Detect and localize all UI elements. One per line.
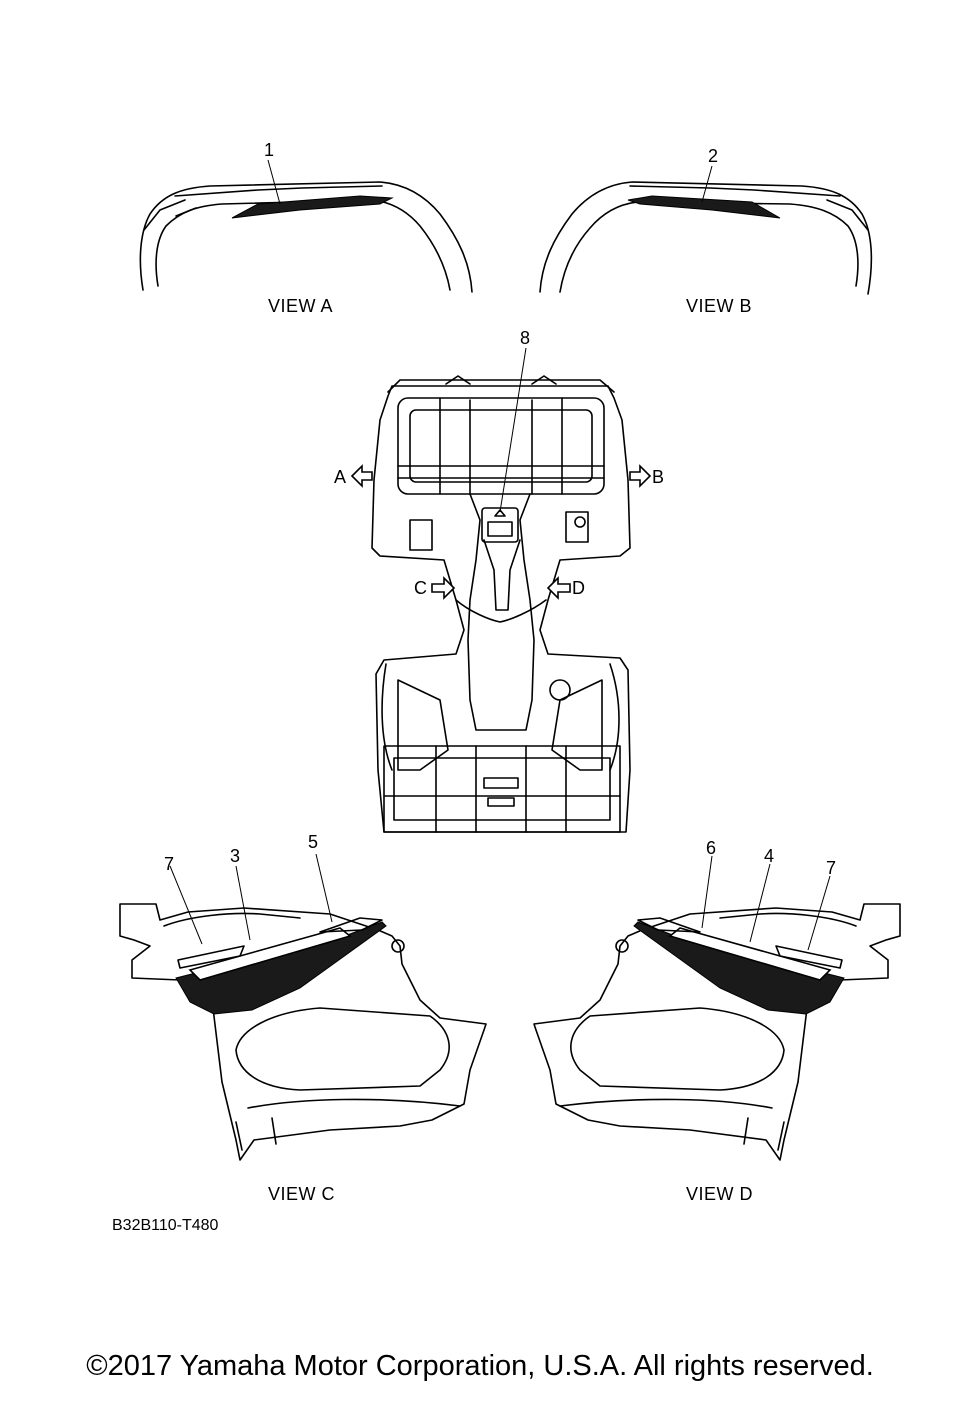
drawing-code: B32B110-T480	[112, 1217, 219, 1234]
callout-6: 6	[706, 838, 717, 858]
atv-top-view	[352, 348, 650, 832]
arrow-b-icon	[630, 466, 650, 486]
view-label-a: VIEW A	[268, 296, 334, 316]
callout-7-right: 7	[826, 858, 837, 878]
callout-2: 2	[708, 146, 719, 166]
side-panel-view-c	[120, 854, 486, 1160]
callout-4: 4	[764, 846, 775, 866]
arrow-a-icon	[352, 466, 372, 486]
view-label-c: VIEW C	[268, 1184, 336, 1204]
fender-view-a	[140, 160, 472, 292]
callout-7-left: 7	[164, 854, 175, 874]
copyright-notice: ©2017 Yamaha Motor Corporation, U.S.A. All rights reserved.	[86, 1350, 874, 1382]
arrow-d-icon	[548, 578, 570, 598]
arrow-label-b: B	[652, 467, 665, 487]
fender-view-b	[540, 166, 871, 294]
callout-5: 5	[308, 832, 319, 852]
side-panel-view-d	[534, 856, 900, 1160]
view-label-b: VIEW B	[686, 296, 753, 316]
arrow-label-a: A	[334, 467, 347, 487]
view-label-d: VIEW D	[686, 1184, 754, 1204]
arrow-label-d: D	[572, 578, 585, 598]
callout-8: 8	[520, 328, 531, 348]
callout-3: 3	[230, 846, 241, 866]
arrow-label-c: C	[414, 578, 427, 598]
callout-1: 1	[264, 140, 275, 160]
